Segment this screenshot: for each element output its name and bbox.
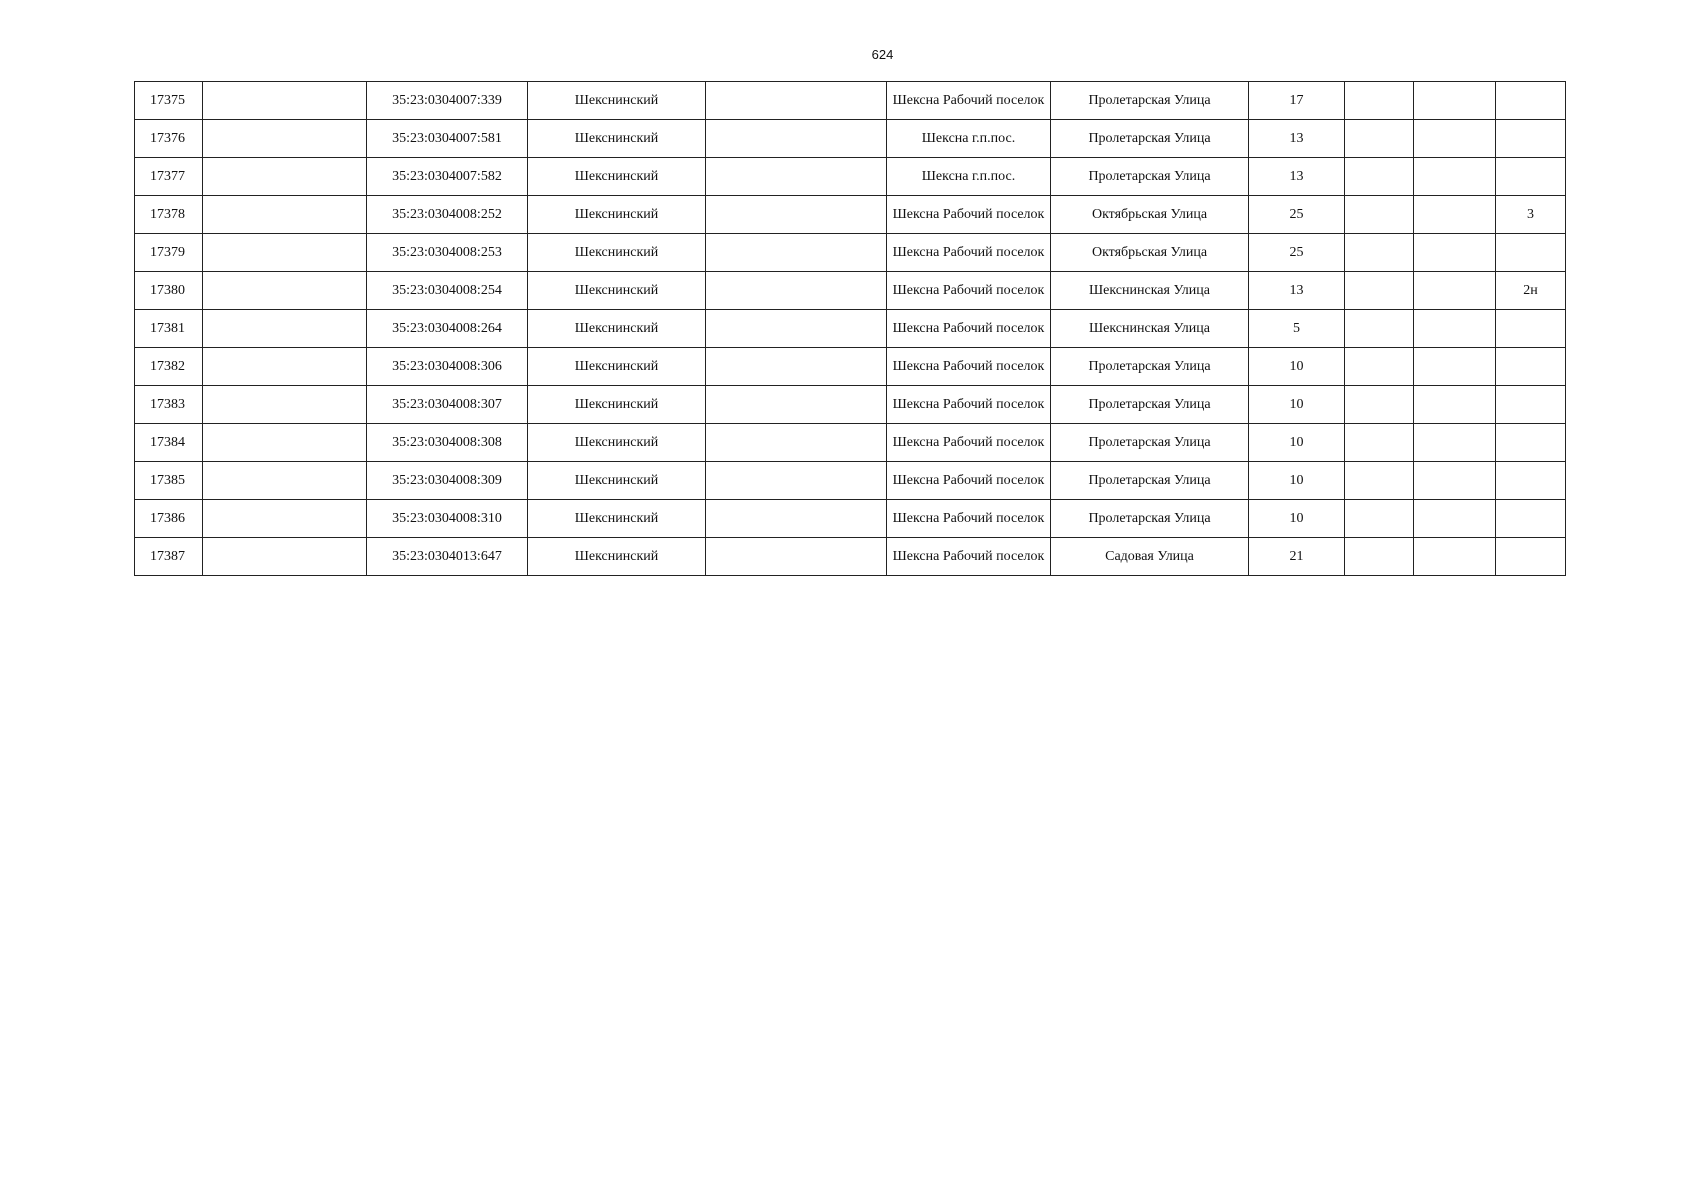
- settlement-cell: Шексна г.п.пос.: [887, 120, 1051, 158]
- table-row: [135, 424, 1566, 462]
- house-number-cell: 5: [1249, 310, 1345, 348]
- row-number-cell: 17379: [135, 234, 203, 272]
- empty-cell: [1345, 348, 1414, 386]
- empty-cell: [706, 82, 887, 120]
- street-cell: Пролетарская Улица: [1051, 348, 1249, 386]
- house-number-cell: 13: [1249, 120, 1345, 158]
- empty-cell: [203, 158, 367, 196]
- empty-cell: [1345, 158, 1414, 196]
- empty-cell: [1414, 82, 1496, 120]
- table-row: [135, 462, 1566, 500]
- empty-cell: [1345, 196, 1414, 234]
- empty-cell: [1345, 310, 1414, 348]
- table-row: [135, 120, 1566, 158]
- empty-cell: [1345, 82, 1414, 120]
- empty-cell: [1414, 158, 1496, 196]
- empty-cell: [706, 348, 887, 386]
- empty-cell: [203, 424, 367, 462]
- row-number-cell: 17387: [135, 538, 203, 576]
- empty-cell: [203, 538, 367, 576]
- cadastral-number-cell: 35:23:0304013:647: [367, 538, 528, 576]
- empty-cell: [1345, 538, 1414, 576]
- house-number-cell: 10: [1249, 348, 1345, 386]
- apartment-cell: [1496, 234, 1566, 272]
- street-cell: Пролетарская Улица: [1051, 500, 1249, 538]
- street-cell: Шекснинская Улица: [1051, 272, 1249, 310]
- empty-cell: [1414, 386, 1496, 424]
- row-number-cell: 17378: [135, 196, 203, 234]
- house-number-cell: 13: [1249, 272, 1345, 310]
- settlement-cell: Шексна Рабочий поселок: [887, 462, 1051, 500]
- apartment-cell: [1496, 82, 1566, 120]
- empty-cell: [1414, 196, 1496, 234]
- district-cell: Шекснинский: [528, 310, 706, 348]
- empty-cell: [203, 500, 367, 538]
- street-cell: Октябрьская Улица: [1051, 234, 1249, 272]
- empty-cell: [706, 500, 887, 538]
- apartment-cell: [1496, 462, 1566, 500]
- empty-cell: [706, 310, 887, 348]
- cadastral-number-cell: 35:23:0304007:339: [367, 82, 528, 120]
- row-number-cell: 17375: [135, 82, 203, 120]
- street-cell: Пролетарская Улица: [1051, 120, 1249, 158]
- street-cell: Шекснинская Улица: [1051, 310, 1249, 348]
- empty-cell: [1414, 120, 1496, 158]
- apartment-cell: [1496, 310, 1566, 348]
- empty-cell: [706, 234, 887, 272]
- district-cell: Шекснинский: [528, 272, 706, 310]
- street-cell: Пролетарская Улица: [1051, 158, 1249, 196]
- table-row: [135, 234, 1566, 272]
- row-number-cell: 17385: [135, 462, 203, 500]
- empty-cell: [1414, 462, 1496, 500]
- empty-cell: [1414, 500, 1496, 538]
- row-number-cell: 17376: [135, 120, 203, 158]
- table-row: [135, 310, 1566, 348]
- empty-cell: [706, 386, 887, 424]
- district-cell: Шекснинский: [528, 348, 706, 386]
- settlement-cell: Шексна Рабочий поселок: [887, 500, 1051, 538]
- apartment-cell: [1496, 158, 1566, 196]
- district-cell: Шекснинский: [528, 500, 706, 538]
- district-cell: Шекснинский: [528, 424, 706, 462]
- table-row: [135, 272, 1566, 310]
- row-number-cell: 17384: [135, 424, 203, 462]
- settlement-cell: Шексна Рабочий поселок: [887, 196, 1051, 234]
- empty-cell: [203, 272, 367, 310]
- settlement-cell: Шексна Рабочий поселок: [887, 272, 1051, 310]
- cadastral-number-cell: 35:23:0304008:254: [367, 272, 528, 310]
- house-number-cell: 25: [1249, 196, 1345, 234]
- empty-cell: [1345, 120, 1414, 158]
- empty-cell: [203, 348, 367, 386]
- street-cell: Пролетарская Улица: [1051, 82, 1249, 120]
- cadastral-number-cell: 35:23:0304008:307: [367, 386, 528, 424]
- empty-cell: [203, 234, 367, 272]
- empty-cell: [1345, 462, 1414, 500]
- cadastral-number-cell: 35:23:0304008:306: [367, 348, 528, 386]
- district-cell: Шекснинский: [528, 158, 706, 196]
- house-number-cell: 13: [1249, 158, 1345, 196]
- apartment-cell: 2н: [1496, 272, 1566, 310]
- empty-cell: [1345, 424, 1414, 462]
- empty-cell: [1345, 272, 1414, 310]
- empty-cell: [706, 424, 887, 462]
- empty-cell: [1414, 538, 1496, 576]
- settlement-cell: Шексна Рабочий поселок: [887, 386, 1051, 424]
- cadastral-number-cell: 35:23:0304008:308: [367, 424, 528, 462]
- empty-cell: [203, 462, 367, 500]
- apartment-cell: [1496, 500, 1566, 538]
- row-number-cell: 17381: [135, 310, 203, 348]
- empty-cell: [706, 462, 887, 500]
- row-number-cell: 17386: [135, 500, 203, 538]
- page-number: 624: [871, 47, 894, 62]
- empty-cell: [1414, 348, 1496, 386]
- cadastral-number-cell: 35:23:0304008:252: [367, 196, 528, 234]
- street-cell: Садовая Улица: [1051, 538, 1249, 576]
- cadastral-number-cell: 35:23:0304007:582: [367, 158, 528, 196]
- apartment-cell: [1496, 120, 1566, 158]
- empty-cell: [706, 158, 887, 196]
- table-row: [135, 348, 1566, 386]
- district-cell: Шекснинский: [528, 196, 706, 234]
- settlement-cell: Шексна Рабочий поселок: [887, 82, 1051, 120]
- empty-cell: [1345, 500, 1414, 538]
- empty-cell: [706, 272, 887, 310]
- row-number-cell: 17377: [135, 158, 203, 196]
- empty-cell: [203, 82, 367, 120]
- empty-cell: [203, 196, 367, 234]
- empty-cell: [1345, 386, 1414, 424]
- house-number-cell: 10: [1249, 500, 1345, 538]
- district-cell: Шекснинский: [528, 234, 706, 272]
- street-cell: Пролетарская Улица: [1051, 386, 1249, 424]
- table-row: [135, 158, 1566, 196]
- settlement-cell: Шексна Рабочий поселок: [887, 538, 1051, 576]
- apartment-cell: [1496, 424, 1566, 462]
- empty-cell: [203, 386, 367, 424]
- house-number-cell: 17: [1249, 82, 1345, 120]
- house-number-cell: 10: [1249, 462, 1345, 500]
- district-cell: Шекснинский: [528, 386, 706, 424]
- table-body: [135, 82, 1566, 576]
- settlement-cell: Шексна Рабочий поселок: [887, 348, 1051, 386]
- settlement-cell: Шексна Рабочий поселок: [887, 234, 1051, 272]
- cadastral-number-cell: 35:23:0304008:309: [367, 462, 528, 500]
- empty-cell: [203, 120, 367, 158]
- register-table: [134, 81, 1566, 576]
- district-cell: Шекснинский: [528, 462, 706, 500]
- apartment-cell: [1496, 386, 1566, 424]
- cadastral-number-cell: 35:23:0304008:310: [367, 500, 528, 538]
- cadastral-number-cell: 35:23:0304008:253: [367, 234, 528, 272]
- settlement-cell: Шексна Рабочий поселок: [887, 424, 1051, 462]
- row-number-cell: 17382: [135, 348, 203, 386]
- empty-cell: [1414, 424, 1496, 462]
- district-cell: Шекснинский: [528, 538, 706, 576]
- house-number-cell: 21: [1249, 538, 1345, 576]
- street-cell: Пролетарская Улица: [1051, 462, 1249, 500]
- row-number-cell: 17380: [135, 272, 203, 310]
- cadastral-number-cell: 35:23:0304008:264: [367, 310, 528, 348]
- empty-cell: [706, 120, 887, 158]
- house-number-cell: 10: [1249, 424, 1345, 462]
- empty-cell: [1414, 310, 1496, 348]
- settlement-cell: Шексна Рабочий поселок: [887, 310, 1051, 348]
- street-cell: Пролетарская Улица: [1051, 424, 1249, 462]
- table-row: [135, 500, 1566, 538]
- row-number-cell: 17383: [135, 386, 203, 424]
- empty-cell: [1345, 234, 1414, 272]
- empty-cell: [1414, 272, 1496, 310]
- settlement-cell: Шексна г.п.пос.: [887, 158, 1051, 196]
- table-row: [135, 386, 1566, 424]
- district-cell: Шекснинский: [528, 120, 706, 158]
- table-row: [135, 196, 1566, 234]
- table-row: [135, 538, 1566, 576]
- district-cell: Шекснинский: [528, 82, 706, 120]
- empty-cell: [706, 196, 887, 234]
- apartment-cell: 3: [1496, 196, 1566, 234]
- apartment-cell: [1496, 348, 1566, 386]
- street-cell: Октябрьская Улица: [1051, 196, 1249, 234]
- house-number-cell: 25: [1249, 234, 1345, 272]
- empty-cell: [706, 538, 887, 576]
- cadastral-number-cell: 35:23:0304007:581: [367, 120, 528, 158]
- house-number-cell: 10: [1249, 386, 1345, 424]
- table-row: [135, 82, 1566, 120]
- empty-cell: [203, 310, 367, 348]
- apartment-cell: [1496, 538, 1566, 576]
- empty-cell: [1414, 234, 1496, 272]
